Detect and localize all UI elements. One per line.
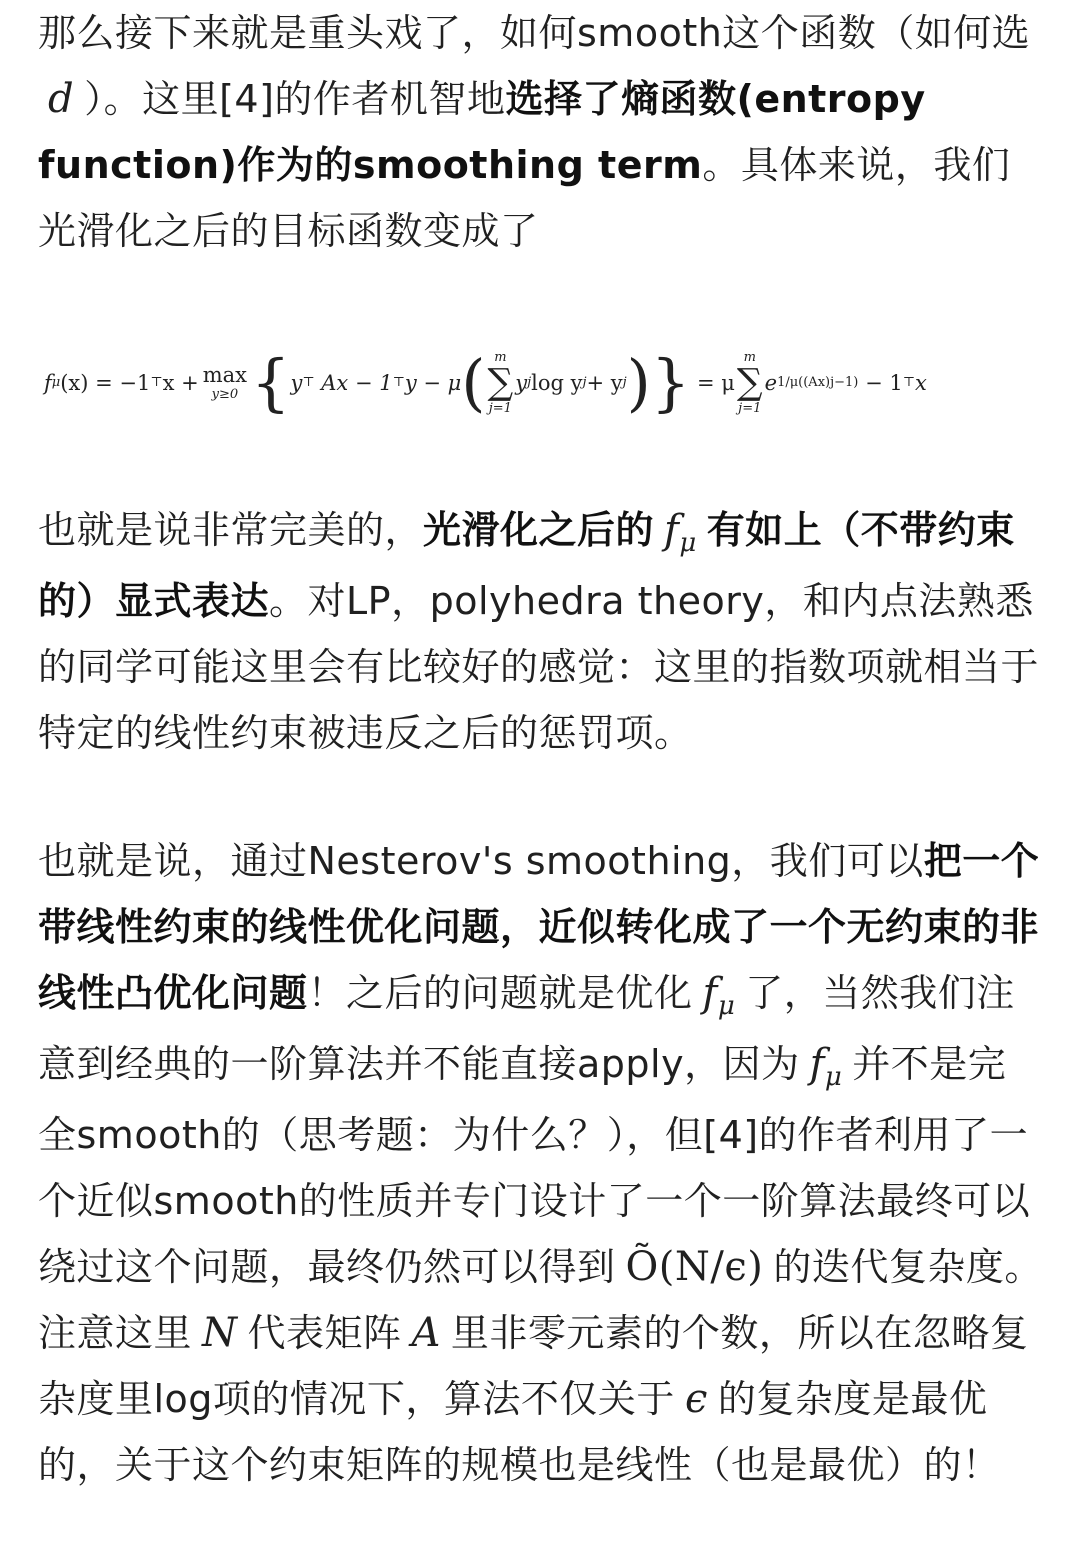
math-A: A [411,1310,441,1356]
text: 了，当然我们注意到经典的一阶算法并不能直接apply，因为 [38,971,1015,1086]
formula-sum-top: m [494,349,507,365]
formula-part: log y [531,370,583,395]
formula-sum-bottom: j=1 [488,400,512,416]
math-f-mu [654,507,707,558]
math-mu: μ [679,528,697,558]
paragraph-explicit-expression [38,497,1044,766]
math-mu: μ [717,991,736,1021]
bold-entropy-term: 选择了熵函数(entropy function)作为的smoothing term [38,77,926,187]
math-f: f [664,507,680,553]
formula-sum-top: m [743,349,756,365]
formula-left-paren: ( [461,345,486,419]
formula-sub: j [622,375,627,390]
formula-y: y [290,370,303,395]
math-N: N [202,1310,238,1356]
formula-transpose: ⊤ [150,375,163,390]
smoothed-objective-formula [44,290,1044,475]
formula-transpose: ⊤ [302,375,315,390]
text: ）。这里[4]的作者机智地 [84,77,506,121]
text: 也就是说非常完美的， [38,508,424,552]
formula-max-limit: y≥0 [211,387,239,402]
paragraph-smoothing-intro [38,0,1044,264]
formula-y: y [515,370,528,395]
text: 那么接下来就是重头戏了，如何smooth这个函数（如何选 [38,11,1031,55]
math-f: f [809,1041,825,1087]
formula-sigma: ∑ [736,361,763,403]
text: 的迭代复杂度。注意这里 [38,1245,1043,1355]
formula-max [203,363,247,402]
formula-sub: j [582,375,587,390]
formula-f: f [44,370,52,395]
text: 的复杂度是最优的，关于这个约束矩阵的规模也是线性（也是最优）的！ [38,1377,1001,1487]
formula-transpose: ⊤ [392,375,405,390]
math-f: f [702,970,718,1016]
math-f-mu [693,970,746,1021]
bold-text: 把一个带线性约束的线性优化问题，近似转化成了一个无约束的非线性凸优化问题 [38,839,1040,1015]
formula-part: Ax − 1 [321,370,393,395]
text: 。对LP，polyhedra theory，和内点法熟悉的同学可能这里会有比较好的感觉：这里的指数项就相当于特定的线性约束被违反之后的惩罚项。 [38,579,1040,755]
formula-max-label: max [202,363,248,387]
formula-sum [737,350,763,416]
bold-text: 光滑化之后的 [423,508,655,552]
text: 并不是完全smooth的（思考题：为什么？），但[4]的作者利用了一个近似smooth的性质并专门设计了一个一阶算法最终可以绕过这个问题，最终仍然可以得到 [38,1042,1031,1289]
formula-left-brace: { [251,345,291,419]
formula-part: = μ [697,370,735,395]
math-d: d [48,76,75,122]
formula-sub: j [527,375,532,390]
formula-right-paren: ) [626,345,651,419]
paragraph-nesterov [38,828,1044,1498]
formula-sum [488,350,514,416]
math-f-mu [800,1041,853,1092]
text: ！之后的问题就是优化 [307,971,693,1015]
bold-text: 有如上（不带约束的）显式表达 [38,508,1015,623]
formula-part: y − μ [404,370,462,395]
formula-part: (x) = −1 [60,370,151,395]
math-epsilon: ϵ [684,1376,708,1422]
formula-sum-bottom: j=1 [738,400,762,416]
formula-exponent: 1/μ((Ax)j−1) [777,375,859,390]
formula-x: x [914,370,927,395]
text: 。具体来说，我们光滑化之后的目标函数变成了 [38,143,1011,253]
formula-mu: μ [51,375,61,390]
formula-right-brace: } [650,345,691,419]
formula-part: − 1 [865,370,903,395]
text: 也就是说，通过Nesterov's smoothing，我们可以 [38,839,924,883]
paragraph-gap [38,766,1044,828]
text: 里非零元素的个数，所以在忽略复杂度里log项的情况下，算法不仅关于 [38,1311,1029,1421]
formula-part: + y [586,370,623,395]
formula-part: x + [162,370,199,395]
math-complexity: Õ(N/ϵ) [625,1244,764,1290]
formula-e: e [764,370,778,395]
math-mu: μ [824,1062,843,1092]
text: 代表矩阵 [247,1311,402,1355]
formula-transpose: ⊤ [902,375,915,390]
formula-sigma: ∑ [487,361,514,403]
